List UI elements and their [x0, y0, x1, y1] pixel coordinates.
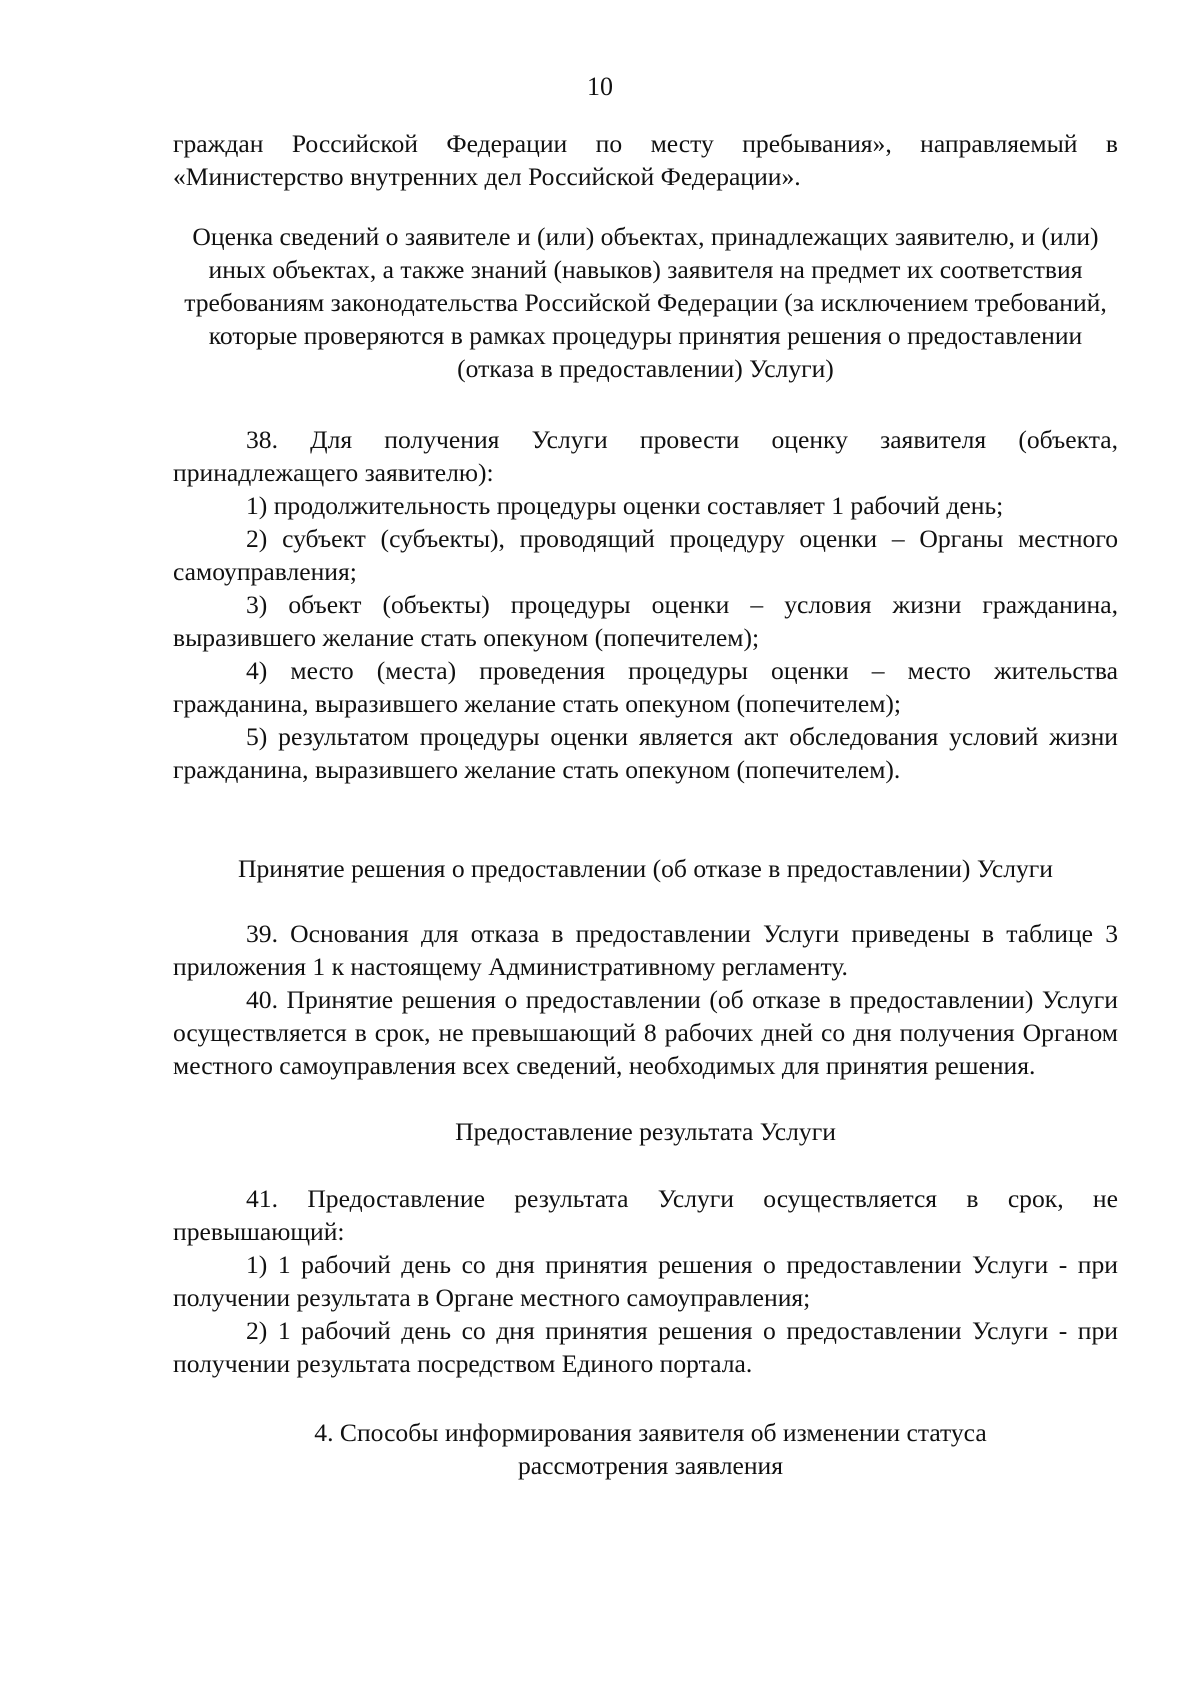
- result-item-2: [173, 1314, 1118, 1380]
- paragraph-38: 38. Для получения Услуги провести оценку заявителя (объекта, принадлежащего заявителю):: [173, 425, 1118, 487]
- item-text: результатом процедуры оценки является акт обследования условий жизни гражданина, выразившего желание стать опекуном (попечителем).: [173, 722, 1118, 784]
- item-number: 5): [246, 722, 268, 751]
- item-number: 1): [246, 491, 268, 520]
- item-text: 1 рабочий день со дня принятия решения о предоставлении Услуги - при получении результата в Органе местного самоуправления;: [173, 1250, 1118, 1312]
- item-number: 1): [246, 1250, 268, 1279]
- item-number: 3): [246, 590, 268, 619]
- paragraph-41: 41. Предоставление результата Услуги осуществляется в срок, не превышающий:: [173, 1184, 1118, 1246]
- assessment-item-2: [173, 522, 1118, 588]
- document-body: [173, 127, 1118, 1482]
- assessment-item-1: [173, 489, 1118, 522]
- item-text: продолжительность процедуры оценки составляет 1 рабочий день;: [273, 491, 1004, 520]
- page-number: 10: [587, 72, 613, 101]
- item-number: 2): [246, 524, 268, 553]
- item-number: 4): [246, 656, 268, 685]
- paragraph-40: 40. Принятие решения о предоставлении (об отказе в предоставлении) Услуги осуществляется в срок, не превышающий 8 рабочих дней со дня получения Органом местного самоуправления всех сведений, необходимых для принятия решения.: [173, 985, 1118, 1080]
- assessment-item-3: [173, 588, 1118, 654]
- section-4-heading: [173, 1416, 1118, 1482]
- assessment-heading: Оценка сведений о заявителе и (или) объектах, принадлежащих заявителю, и (или) иных объектах, а также знаний (навыков) заявителя на предмет их соответствия требованиям законодательства Российской Федерации (за исключением требований, которые проверяются в рамках процедуры принятия решения о предоставлении (отказа в предоставлении) Услуги): [184, 222, 1107, 383]
- item-number: 2): [246, 1316, 268, 1345]
- assessment-item-5: [173, 720, 1118, 786]
- item-text: субъект (субъекты), проводящий процедуру оценки – Органы местного самоуправления;: [173, 524, 1119, 586]
- result-heading: Предоставление результата Услуги: [455, 1117, 836, 1146]
- item-text: 1 рабочий день со дня принятия решения о предоставлении Услуги - при получении результата посредством Единого портала.: [173, 1316, 1118, 1378]
- intro-paragraph: граждан Российской Федерации по месту пребывания», направляемый в «Министерство внутренних дел Российской Федерации».: [173, 129, 1118, 191]
- item-text: объект (объекты) процедуры оценки – условия жизни гражданина, выразившего желание стать опекуном (попечителем);: [173, 590, 1119, 652]
- assessment-item-4: [173, 654, 1118, 720]
- section-4-heading-line-2: рассмотрения заявления: [517, 1451, 784, 1480]
- decision-heading: Принятие решения о предоставлении (об отказе в предоставлении) Услуги: [237, 854, 1053, 883]
- item-text: место (места) проведения процедуры оценки – место жительства гражданина, выразившего желание стать опекуном (попечителем);: [173, 656, 1118, 718]
- result-item-1: [173, 1248, 1118, 1314]
- section-4-heading-line-1: 4. Способы информирования заявителя об изменении статуса: [314, 1418, 987, 1447]
- paragraph-39: 39. Основания для отказа в предоставлении Услуги приведены в таблице 3 приложения 1 к настоящему Административному регламенту.: [173, 919, 1118, 981]
